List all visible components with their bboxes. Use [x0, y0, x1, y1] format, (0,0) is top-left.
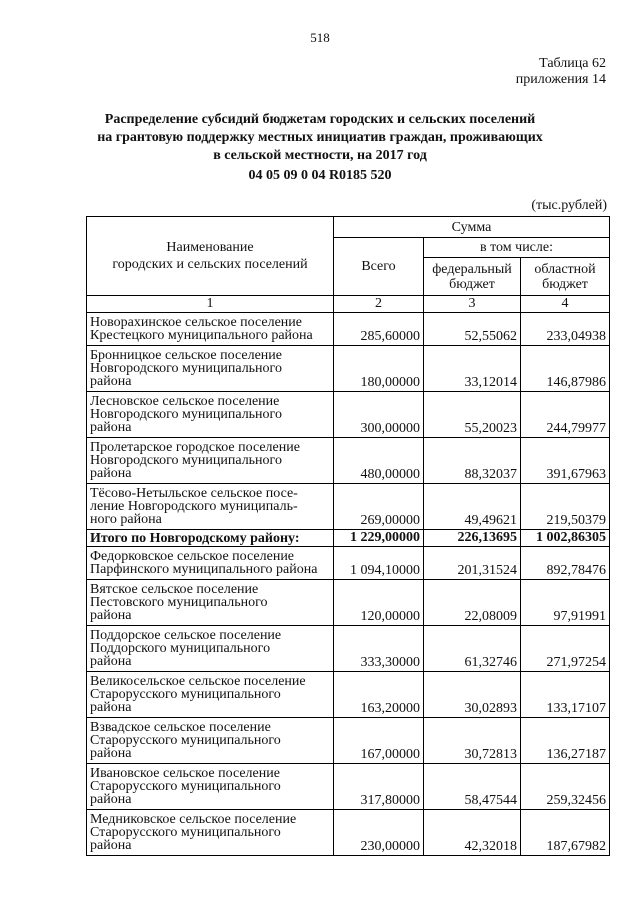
settlement-name-line: Старорусского муниципального: [90, 687, 281, 702]
amount-federal: 55,20023: [424, 392, 521, 438]
settlement-name-line: Поддорского муниципального: [90, 641, 271, 656]
table-row: [87, 547, 610, 580]
settlement-name-line: района: [90, 608, 132, 623]
settlement-name-line: Крестецкого муниципального района: [90, 328, 313, 343]
table-row: [87, 718, 610, 764]
units-label: (тыс.рублей): [531, 198, 607, 213]
header-regional: [521, 258, 610, 296]
settlement-name-line: района: [90, 654, 132, 669]
header-federal: [424, 258, 521, 296]
settlement-name-line: ного района: [90, 512, 162, 527]
table-row: [87, 484, 610, 530]
settlement-name-line: Новгородского муниципального: [90, 453, 282, 468]
column-number: 2: [334, 296, 424, 313]
amount-total: 317,80000: [334, 764, 424, 810]
settlement-name-line: Старорусского муниципального: [90, 779, 281, 794]
table-row: [87, 626, 610, 672]
header-regional-line1: областной: [534, 261, 596, 277]
settlement-name-line: Великосельское сельское поселение: [90, 674, 306, 689]
settlement-name: [87, 530, 334, 547]
settlement-name: [87, 547, 334, 580]
amount-federal: 30,02893: [424, 672, 521, 718]
amount-total: 163,20000: [334, 672, 424, 718]
amount-total: 300,00000: [334, 392, 424, 438]
amount-regional: 97,91991: [521, 580, 610, 626]
settlement-name: [87, 718, 334, 764]
settlement-name: [87, 580, 334, 626]
document-title-line3: в сельской местности, на 2017 год: [213, 148, 427, 163]
table-row: [87, 346, 610, 392]
page-number: 518: [310, 30, 330, 45]
amount-federal: 22,08009: [424, 580, 521, 626]
amount-federal: 49,49621: [424, 484, 521, 530]
header-federal-line1: федеральный: [432, 261, 512, 277]
settlement-name-line: Итого по Новгородскому району:: [90, 531, 300, 546]
settlement-name-line: района: [90, 420, 132, 435]
amount-regional: 136,27187: [521, 718, 610, 764]
amount-total: 120,00000: [334, 580, 424, 626]
document-title-line1: Распределение субсидий бюджетам городских и сельских поселений: [104, 112, 536, 127]
table-reference: [516, 56, 606, 88]
amount-regional: 133,17107: [521, 672, 610, 718]
header-regional-line2: бюджет: [542, 276, 588, 292]
settlement-name-line: района: [90, 466, 132, 481]
settlement-name-line: района: [90, 792, 132, 807]
header-name-line2: городских и сельских поселений: [112, 257, 308, 272]
table-body: [87, 313, 610, 856]
settlement-name-line: Лесновское сельское поселение: [90, 394, 280, 409]
settlement-name: [87, 672, 334, 718]
amount-federal: 61,32746: [424, 626, 521, 672]
amount-total: 480,00000: [334, 438, 424, 484]
settlement-name-line: ление Новгородского муниципаль-: [90, 499, 298, 514]
settlement-name-line: Федорковское сельское поселение: [90, 549, 295, 564]
amount-federal: 52,55062: [424, 313, 521, 346]
amount-federal: 226,13695: [424, 530, 521, 547]
table-row: [87, 580, 610, 626]
table-total-row: [87, 530, 610, 547]
amount-federal: 88,32037: [424, 438, 521, 484]
settlement-name-line: Пролетарское городское поселение: [90, 440, 300, 455]
settlement-name-line: района: [90, 700, 132, 715]
settlement-name-line: Ивановское сельское поселение: [90, 766, 280, 781]
settlement-name-line: района: [90, 374, 132, 389]
settlement-name-line: Новгородского муниципального: [90, 407, 282, 422]
amount-regional: 1 002,86305: [521, 530, 610, 547]
table-row: [87, 392, 610, 438]
settlement-name-line: Вятское сельское поселение: [90, 582, 259, 597]
amount-federal: 42,32018: [424, 810, 521, 856]
column-number: 4: [521, 296, 610, 313]
settlement-name-line: Поддорское сельское поселение: [90, 628, 282, 643]
amount-total: 285,60000: [334, 313, 424, 346]
document-title: [0, 111, 640, 165]
amount-regional: 187,67982: [521, 810, 610, 856]
amount-regional: 391,67963: [521, 438, 610, 484]
settlement-name: [87, 626, 334, 672]
budget-code: 04 05 09 0 04 R0185 520: [248, 168, 392, 183]
amount-regional: 271,97254: [521, 626, 610, 672]
amount-total: 269,00000: [334, 484, 424, 530]
amount-federal: 33,12014: [424, 346, 521, 392]
settlement-name: [87, 438, 334, 484]
header-sum: Сумма: [334, 217, 610, 238]
column-number: 1: [87, 296, 334, 313]
settlement-name-line: района: [90, 746, 132, 761]
amount-total: 167,00000: [334, 718, 424, 764]
amount-total: 1 229,00000: [334, 530, 424, 547]
amount-total: 1 094,10000: [334, 547, 424, 580]
header-name-line1: Наименование: [166, 240, 254, 255]
amount-federal: 58,47544: [424, 764, 521, 810]
header-including: в том числе:: [424, 238, 610, 258]
settlement-name-line: Парфинского муниципального района: [90, 562, 318, 577]
settlement-name-line: Взвадское сельское поселение: [90, 720, 271, 735]
header-name: [87, 217, 334, 296]
settlement-name-line: Тёсово-Нетыльское сельское посе-: [90, 486, 298, 501]
table-reference-line1: Таблица 62: [539, 56, 606, 71]
settlement-name-line: Старорусского муниципального: [90, 825, 281, 840]
header-total: Всего: [334, 238, 424, 296]
amount-regional: 233,04938: [521, 313, 610, 346]
settlement-name-line: Пестовского муниципального: [90, 595, 268, 610]
amount-total: 333,30000: [334, 626, 424, 672]
settlement-name-line: Старорусского муниципального: [90, 733, 281, 748]
settlement-name-line: Бронницкое сельское поселение: [90, 348, 282, 363]
amount-regional: 259,32456: [521, 764, 610, 810]
amount-regional: 244,79977: [521, 392, 610, 438]
table-reference-line2: приложения 14: [515, 72, 606, 87]
table-row: [87, 313, 610, 346]
settlement-name: [87, 484, 334, 530]
amount-federal: 30,72813: [424, 718, 521, 764]
settlement-name: [87, 764, 334, 810]
amount-total: 230,00000: [334, 810, 424, 856]
table-row: [87, 810, 610, 856]
settlement-name-line: района: [90, 838, 132, 853]
table-row: [87, 438, 610, 484]
settlement-name-line: Новгородского муниципального: [90, 361, 282, 376]
table-row: [87, 672, 610, 718]
table-row: [87, 764, 610, 810]
amount-regional: 219,50379: [521, 484, 610, 530]
settlement-name: [87, 346, 334, 392]
settlement-name-line: Новорахинское сельское поселение: [90, 315, 303, 330]
settlement-name: [87, 313, 334, 346]
settlement-name: [87, 392, 334, 438]
header-federal-line2: бюджет: [449, 276, 495, 292]
amount-regional: 146,87986: [521, 346, 610, 392]
column-number: 3: [424, 296, 521, 313]
document-title-line2: на грантовую поддержку местных инициатив граждан, проживающих: [97, 130, 543, 145]
settlement-name: [87, 810, 334, 856]
settlement-name-line: Медниковское сельское поселение: [90, 812, 297, 827]
subsidy-table: [86, 216, 610, 856]
amount-total: 180,00000: [334, 346, 424, 392]
amount-regional: 892,78476: [521, 547, 610, 580]
amount-federal: 201,31524: [424, 547, 521, 580]
